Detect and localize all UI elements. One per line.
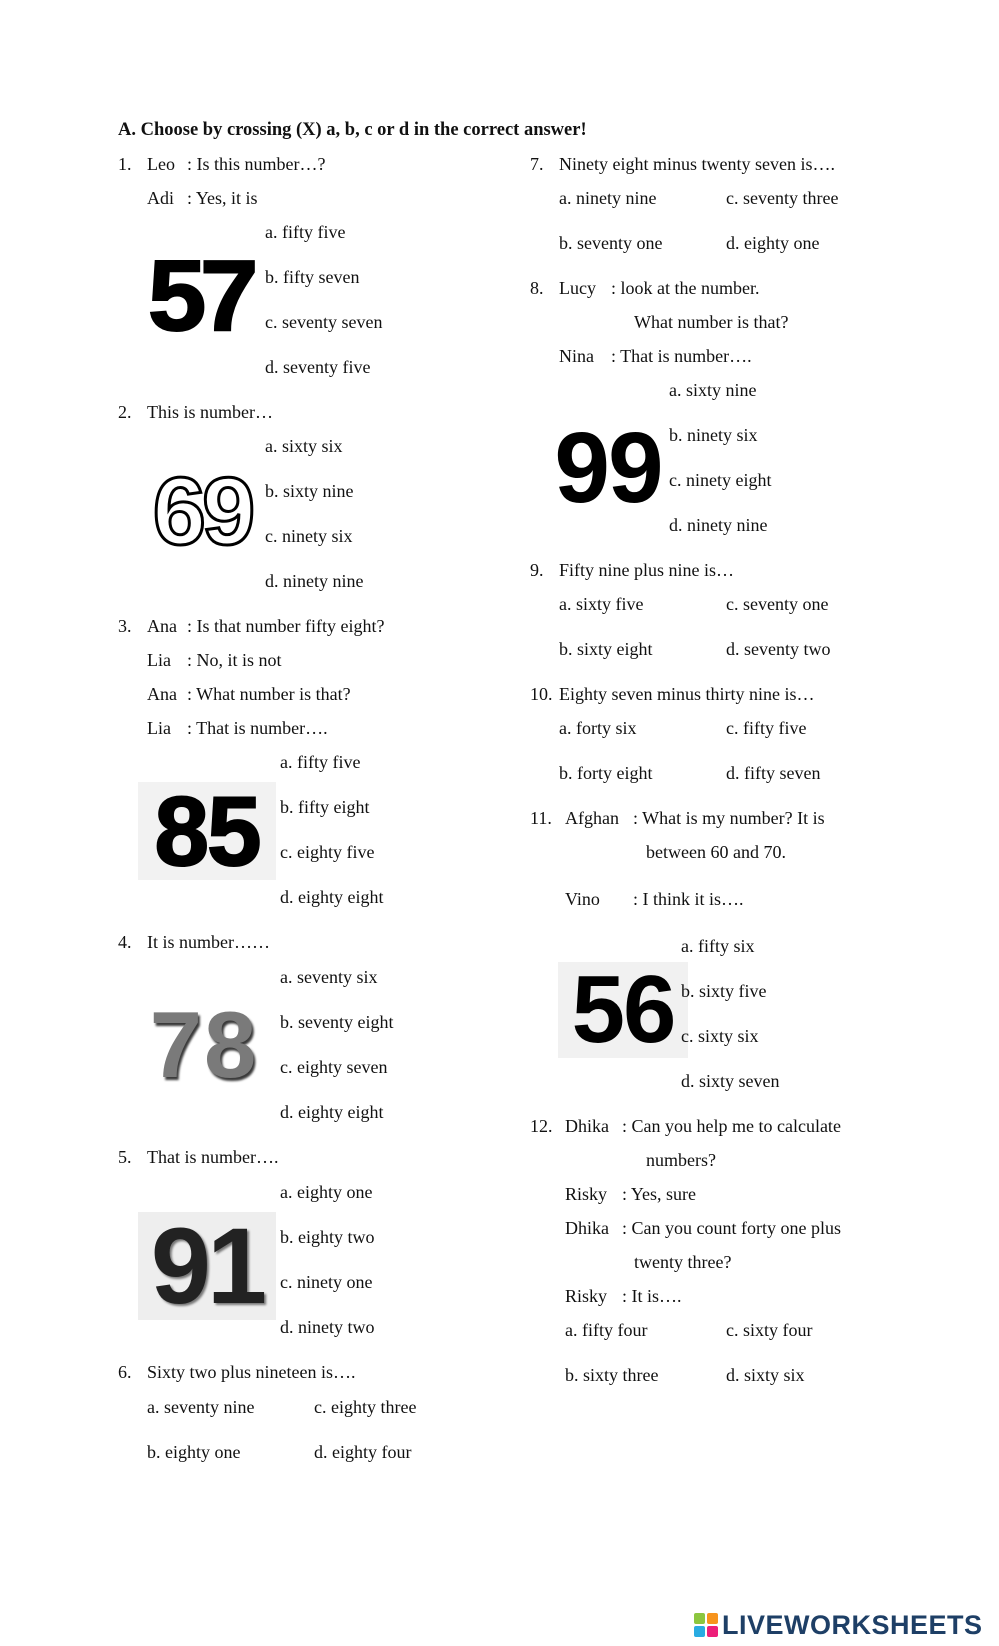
speaker-name: Lucy — [559, 278, 596, 298]
speaker-name: Adi — [147, 188, 174, 208]
dialogue-text: twenty three? — [634, 1252, 732, 1272]
speaker-name: Dhika — [565, 1218, 609, 1238]
dialogue-text: : It is…. — [622, 1286, 682, 1306]
speaker-name: Lia — [147, 718, 171, 738]
answer-option[interactable]: c. eighty three — [314, 1397, 417, 1417]
question-text: It is number…… — [147, 932, 270, 952]
dialogue-text: What number is that? — [634, 312, 789, 332]
answer-option[interactable]: b. fifty seven — [265, 267, 360, 287]
question-text: Eighty seven minus thirty nine is… — [559, 684, 815, 704]
answer-option[interactable]: b. ninety six — [669, 425, 758, 445]
answer-option[interactable]: d. eighty eight — [280, 1102, 384, 1122]
speaker-name: Leo — [147, 154, 175, 174]
answer-option[interactable]: c. sixty four — [726, 1320, 813, 1340]
answer-option[interactable]: d. seventy two — [726, 639, 831, 659]
answer-option[interactable]: d. ninety nine — [265, 571, 364, 591]
logo-square-2 — [707, 1613, 718, 1624]
liveworksheets-logo — [694, 1610, 983, 1640]
answer-option[interactable]: d. eighty four — [314, 1442, 412, 1462]
answer-option[interactable]: a. ninety nine — [559, 188, 657, 208]
logo-square-3 — [694, 1626, 705, 1637]
answer-option[interactable]: b. sixty three — [565, 1365, 659, 1385]
question-number: 11. — [530, 808, 552, 828]
answer-option[interactable]: b. eighty one — [147, 1442, 241, 1462]
answer-option[interactable]: a. fifty six — [681, 936, 755, 956]
answer-option[interactable]: a. seventy nine — [147, 1397, 255, 1417]
logo-square-1 — [694, 1613, 705, 1624]
question-text: Ninety eight minus twenty seven is…. — [559, 154, 835, 174]
answer-option[interactable]: b. seventy one — [559, 233, 663, 253]
speaker-name: Risky — [565, 1184, 608, 1204]
answer-option[interactable]: c. seventy three — [726, 188, 839, 208]
question-text: This is number… — [147, 402, 273, 422]
dialogue-text: : I think it is…. — [633, 889, 744, 909]
question-number: 8. — [530, 278, 544, 298]
answer-option[interactable]: d. eighty one — [726, 233, 820, 253]
number-image: 99 — [554, 412, 662, 524]
speaker-name: Risky — [565, 1286, 608, 1306]
answer-option[interactable]: b. sixty five — [681, 981, 767, 1001]
answer-option[interactable]: c. seventy one — [726, 594, 829, 614]
dialogue-text: : Yes, it is — [187, 188, 258, 208]
answer-option[interactable]: d. sixty six — [726, 1365, 805, 1385]
question-number: 9. — [530, 560, 544, 580]
dialogue-text: : No, it is not — [187, 650, 282, 670]
answer-option[interactable]: a. eighty one — [280, 1182, 373, 1202]
answer-option[interactable]: c. ninety one — [280, 1272, 373, 1292]
question-number: 6. — [118, 1362, 132, 1382]
speaker-name: Lia — [147, 650, 171, 670]
answer-option[interactable]: d. fifty seven — [726, 763, 821, 783]
dialogue-text: : That is number…. — [611, 346, 752, 366]
question-text: Sixty two plus nineteen is…. — [147, 1362, 356, 1382]
answer-option[interactable]: d. ninety two — [280, 1317, 375, 1337]
answer-option[interactable]: a. fifty five — [280, 752, 361, 772]
speaker-name: Dhika — [565, 1116, 609, 1136]
number-image: 78 — [149, 992, 259, 1097]
number-image: 56 — [558, 962, 688, 1058]
question-number: 3. — [118, 616, 132, 636]
speaker-name: Nina — [559, 346, 594, 366]
logo-square-4 — [707, 1626, 718, 1637]
answer-option[interactable]: b. seventy eight — [280, 1012, 394, 1032]
section-heading: A. Choose by crossing (X) a, b, c or d in the correct answer! — [118, 120, 587, 140]
dialogue-text: : What is my number? It is — [633, 808, 825, 828]
question-number: 2. — [118, 402, 132, 422]
question-number: 4. — [118, 932, 132, 952]
answer-option[interactable]: c. ninety eight — [669, 470, 772, 490]
answer-option[interactable]: d. seventy five — [265, 357, 371, 377]
speaker-name: Ana — [147, 684, 177, 704]
answer-option[interactable]: a. fifty five — [265, 222, 346, 242]
dialogue-text: : Yes, sure — [622, 1184, 697, 1204]
answer-option[interactable]: c. seventy seven — [265, 312, 383, 332]
question-number: 10. — [530, 684, 553, 704]
dialogue-text: : Is this number…? — [187, 154, 326, 174]
answer-option[interactable]: c. sixty six — [681, 1026, 759, 1046]
answer-option[interactable]: a. sixty six — [265, 436, 343, 456]
dialogue-text: : Is that number fifty eight? — [187, 616, 385, 636]
answer-option[interactable]: a. seventy six — [280, 967, 378, 987]
number-image: 85 — [138, 782, 276, 880]
question-number: 12. — [530, 1116, 553, 1136]
answer-option[interactable]: c. eighty five — [280, 842, 375, 862]
answer-option[interactable]: b. fifty eight — [280, 797, 370, 817]
answer-option[interactable]: d. eighty eight — [280, 887, 384, 907]
speaker-name: Afghan — [565, 808, 619, 828]
dialogue-text: : That is number…. — [187, 718, 328, 738]
question-number: 1. — [118, 154, 132, 174]
answer-option[interactable]: c. ninety six — [265, 526, 353, 546]
answer-option[interactable]: d. ninety nine — [669, 515, 768, 535]
logo-icon — [694, 1613, 718, 1637]
number-image: 91 — [138, 1212, 276, 1320]
answer-option[interactable]: a. sixty nine — [669, 380, 757, 400]
answer-option[interactable]: c. eighty seven — [280, 1057, 388, 1077]
answer-option[interactable]: b. sixty nine — [265, 481, 354, 501]
speaker-name: Ana — [147, 616, 177, 636]
question-text: Fifty nine plus nine is… — [559, 560, 734, 580]
dialogue-text: : look at the number. — [611, 278, 760, 298]
answer-option[interactable]: a. fifty four — [565, 1320, 648, 1340]
answer-option[interactable]: a. forty six — [559, 718, 637, 738]
dialogue-text: : Can you count forty one plus — [622, 1218, 841, 1238]
answer-option[interactable]: c. fifty five — [726, 718, 807, 738]
dialogue-text: : Can you help me to calculate — [622, 1116, 841, 1136]
answer-option[interactable]: b. forty eight — [559, 763, 653, 783]
answer-option[interactable]: d. sixty seven — [681, 1071, 780, 1091]
answer-option[interactable]: a. sixty five — [559, 594, 644, 614]
number-image: 69 — [152, 458, 252, 565]
speaker-name: Vino — [565, 889, 600, 909]
logo-text: LIVEWORKSHEETS — [722, 1609, 983, 1640]
dialogue-text: : What number is that? — [187, 684, 351, 704]
number-image: 57 — [147, 240, 253, 352]
question-text: That is number…. — [147, 1147, 279, 1167]
dialogue-text: numbers? — [646, 1150, 716, 1170]
question-number: 5. — [118, 1147, 132, 1167]
answer-option[interactable]: b. sixty eight — [559, 639, 653, 659]
question-number: 7. — [530, 154, 544, 174]
answer-option[interactable]: b. eighty two — [280, 1227, 375, 1247]
dialogue-text: between 60 and 70. — [646, 842, 786, 862]
